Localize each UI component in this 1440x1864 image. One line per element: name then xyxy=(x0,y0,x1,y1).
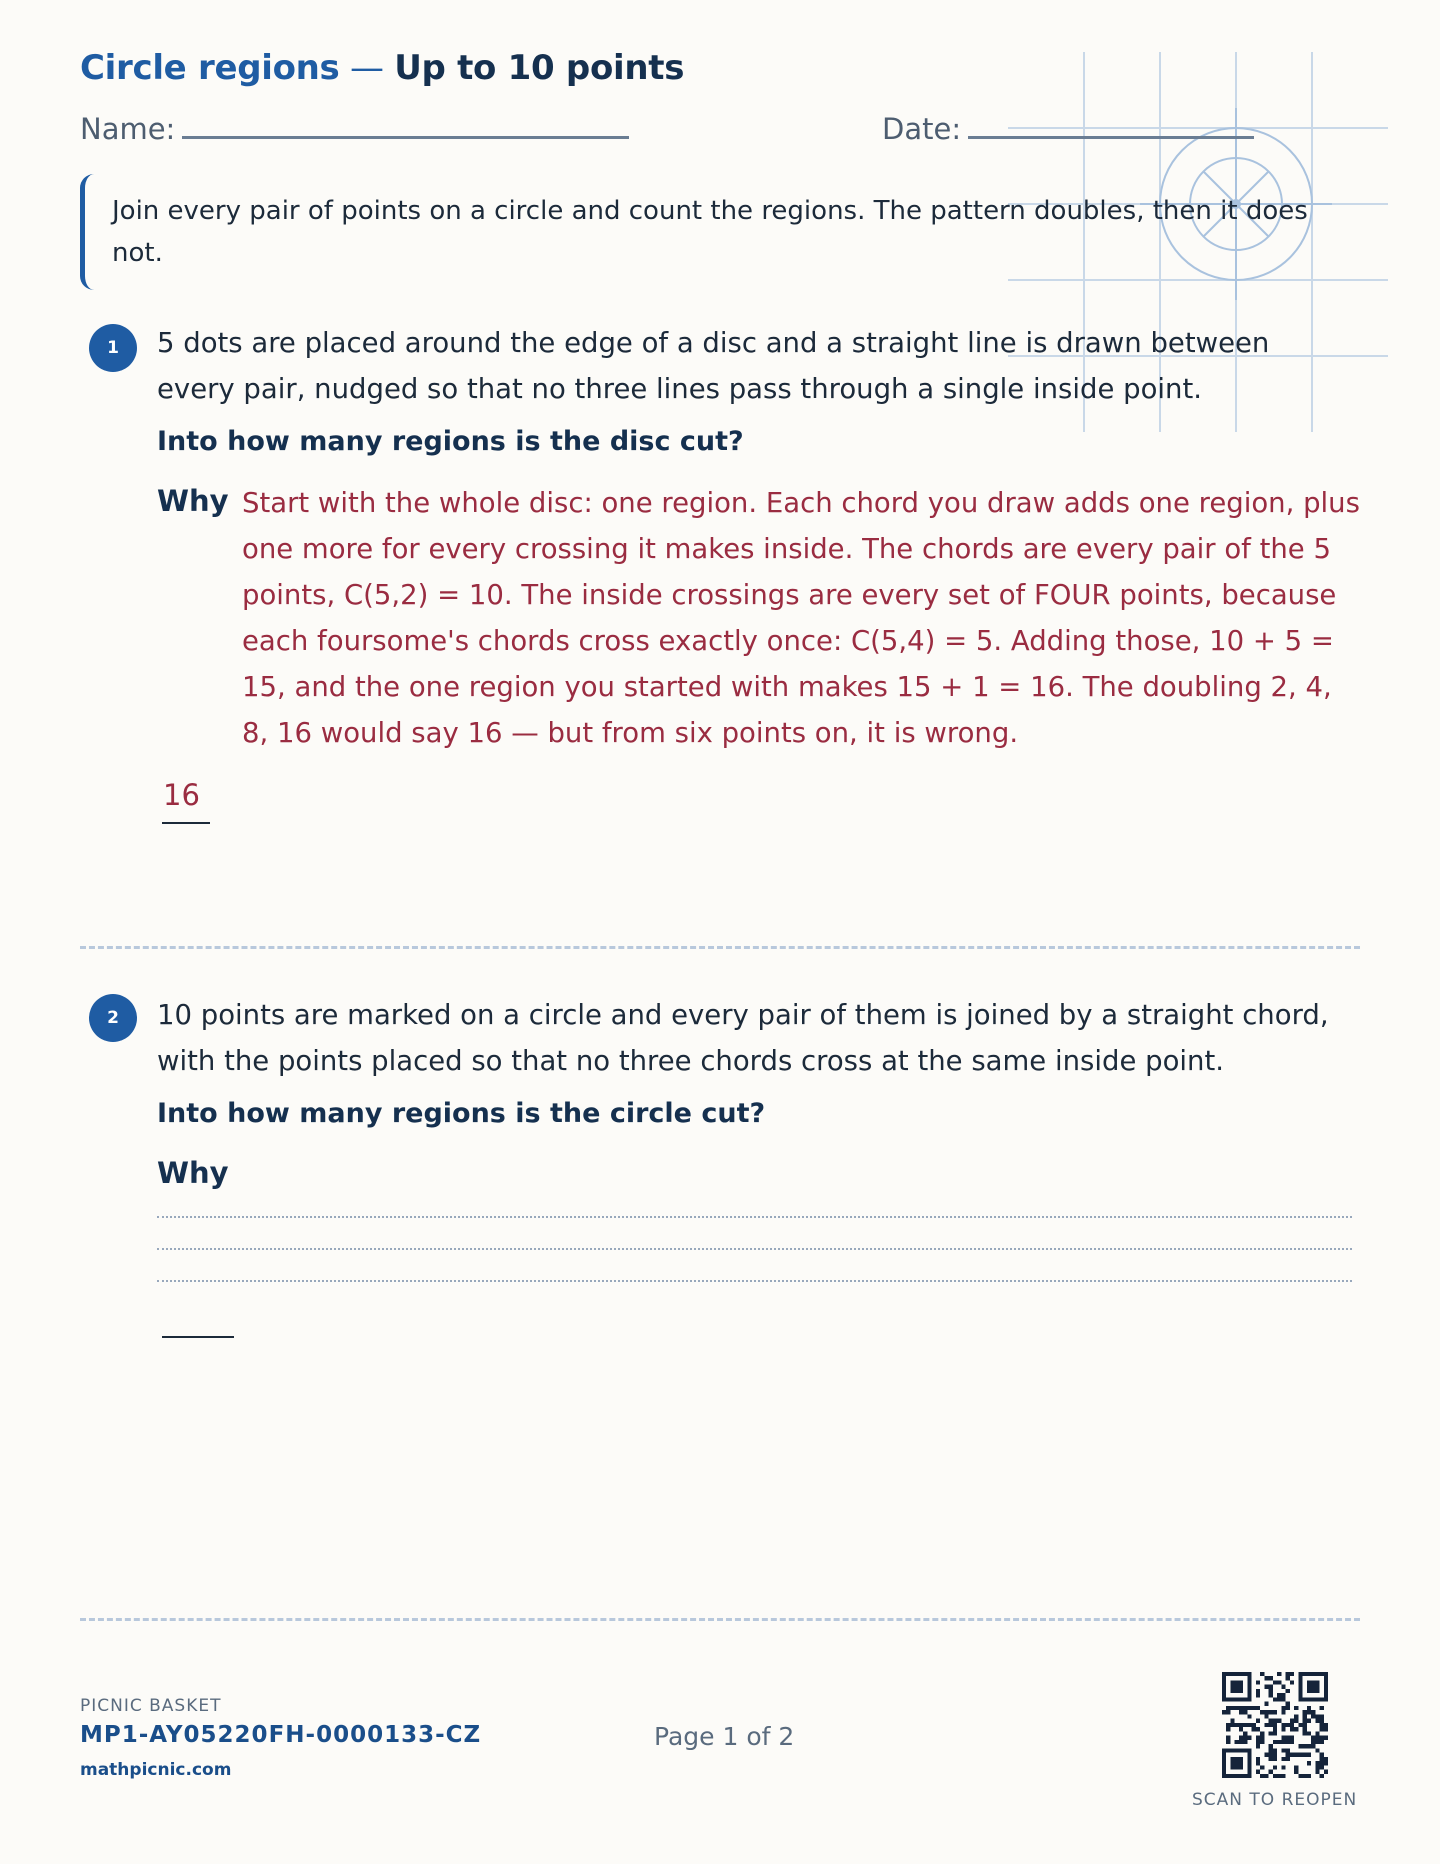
page-number: Page 1 of 2 xyxy=(654,1722,795,1751)
date-label: Date: xyxy=(882,112,962,146)
name-field-line[interactable] xyxy=(182,136,629,139)
footer-brand: PICNIC BASKET xyxy=(80,1696,222,1716)
title-separator: — xyxy=(339,48,395,88)
question-2-text: 10 points are marked on a circle and every pair of them is joined by a straight chord, with the points placed so that no three chords cross at the same inside point. xyxy=(157,999,1329,1077)
title-main: Circle regions xyxy=(80,48,340,88)
footer-website-link[interactable]: mathpicnic.com xyxy=(80,1760,232,1780)
title-subtitle: Up to 10 points xyxy=(394,48,685,88)
name-label: Name: xyxy=(80,112,176,146)
question-1-text: 5 dots are placed around the edge of a disc and a straight line is drawn between every pair, nudged so that no three lines pass through a single inside point. xyxy=(157,327,1270,405)
section-divider xyxy=(80,946,1360,949)
question-1-prompt: Into how many regions is the disc cut? xyxy=(157,426,744,457)
intro-text: Join every pair of points on a circle and count the regions. The pattern doubles, then it does not. xyxy=(112,196,1308,268)
question-1-answer-line[interactable] xyxy=(162,822,210,824)
question-2-writing-line-2[interactable] xyxy=(157,1248,1352,1250)
question-2-number-badge: 2 xyxy=(89,994,137,1042)
question-2-writing-line-3[interactable] xyxy=(157,1280,1352,1282)
question-1-why-label: Why xyxy=(157,484,229,518)
question-1-answer: 16 xyxy=(163,778,200,812)
intro-callout xyxy=(80,174,1340,290)
qr-code[interactable] xyxy=(1222,1672,1328,1778)
footer-worksheet-id: MP1-AY05220FH-0000133-CZ xyxy=(80,1722,482,1748)
date-field-line[interactable] xyxy=(968,136,1254,139)
question-2-prompt: Into how many regions is the circle cut? xyxy=(157,1098,766,1129)
page-title xyxy=(80,48,684,88)
qr-label: SCAN TO REOPEN xyxy=(1192,1790,1358,1810)
question-2-writing-line-1[interactable] xyxy=(157,1216,1352,1218)
question-2-why-label: Why xyxy=(157,1156,229,1190)
question-2-answer-line[interactable] xyxy=(162,1336,234,1338)
question-1-why-explanation: Start with the whole disc: one region. Each chord you draw adds one region, plus one more for every crossing it makes inside. The chords are every pair of the 5 points, C(5,2) = 10. The inside crossings are every set of FOUR points, because each foursome's chords cross exactly once: C(5,4) = 5. Adding those, 10 + 5 = 15, and the one region you started with makes 15 + 1 = 16. The doubling 2, 4, 8, 16 would say 16 — but from six points on, it is wrong. xyxy=(242,487,1360,749)
footer-divider xyxy=(80,1618,1360,1621)
question-1-number-badge: 1 xyxy=(89,324,137,372)
